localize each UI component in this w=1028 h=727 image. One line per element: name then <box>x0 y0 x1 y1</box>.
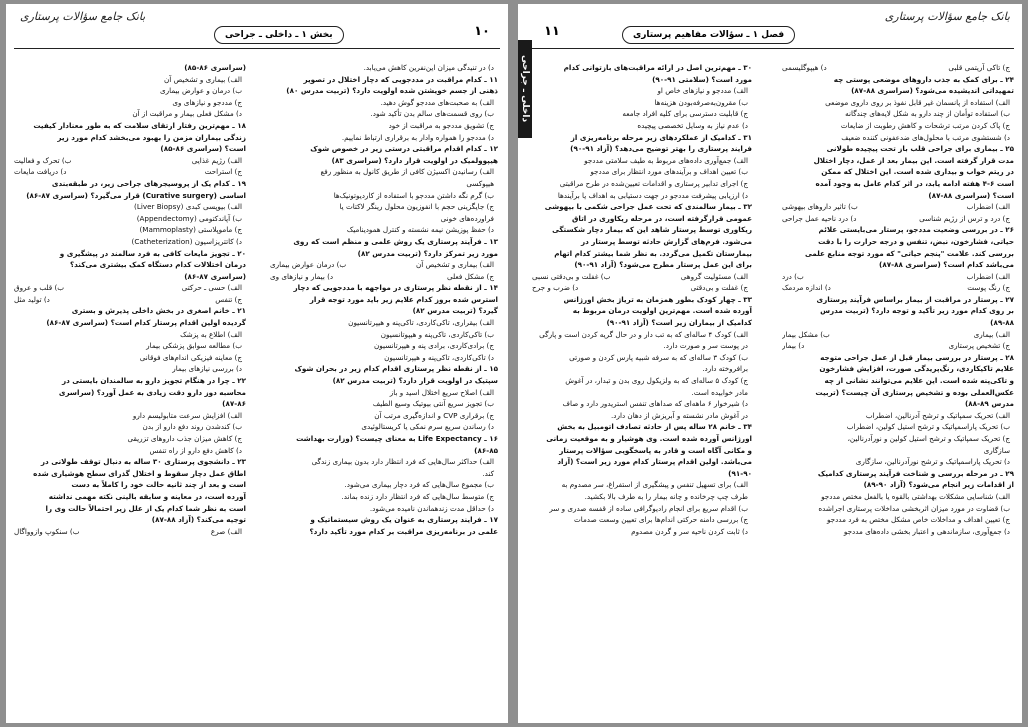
option-line: ب) آپاندکتومی (Appendectomy) <box>136 213 242 223</box>
option-line: ج) برادی‌کاردی، برادی پنه و هیپرتانسیون <box>373 341 494 351</box>
question-line: ۱۷ ـ فرایند پرستاری به عنوان یک روش سیستماتیک و <box>310 515 498 525</box>
option-row <box>782 282 1014 294</box>
option-line: د) ثابت کردن ناحیه سر و گردن مصدوم <box>631 526 748 536</box>
option-line: ب) مقرون‌به‌صرفه‌بودن هزینه‌ها <box>654 97 748 107</box>
option-line: الف) بیماری و تشخیص آن <box>164 74 242 84</box>
option-line: د) شیرخوار ۶ ماهه‌ای که صداهای تنفس استریدور دارد و صاف <box>562 399 748 409</box>
question-line: ۲۰ ـ تجویز مایعات کافی به فرد سالمند در پیشگیری و <box>59 248 246 258</box>
source-line: (سراسری ۸۷-۸۶) <box>184 271 246 281</box>
question-line: مورد زیر تمرکز دارد؟ (تربیت مدرس ۸۲) <box>357 248 498 258</box>
question-line: علایم تاکیکاردی، رنگ‌پریدگی صورت، افزایش فشارخون <box>819 364 1014 374</box>
question-line: آورده شده است. مهم‌ترین اولویت درمان مربوط به <box>572 306 752 316</box>
question-line: فرایند پرستاری را بهتر توضیح می‌دهد؟ (آزاد ۹۱-۹۰) <box>570 144 752 154</box>
left-page <box>6 4 508 723</box>
option-line: د) کاهش دفع دارو از راه تنفس <box>149 445 242 455</box>
option-text: ب) تاثیر داروهای بیهوشی <box>782 202 858 212</box>
option-line: الف) حداکثر سال‌هایی که فرد انتظار دارد بدون بیماری زندگی <box>311 457 494 467</box>
question-line: برای این عمل پرستار مطرح می‌شود؟ (آزاد ۹۱-۹۰) <box>574 260 752 270</box>
question-line: ۱۹ ـ کدام یک از پروسیجرهای جراحی زیر، در طبقه‌بندی <box>51 178 246 188</box>
question-line: ۳۲ ـ بیمار سالمندی که تحت عمل جراحی شکمی با بیهوشی <box>544 202 752 212</box>
question-line: ۳۰ ـ مهم‌ترین اصل در ارائه مراقبت‌های بازتوانی کدام <box>563 63 752 72</box>
question-line: ۲۶ ـ در بررسی وضعیت مددجو، پرستار می‌بایستی علائم <box>818 225 1014 235</box>
option-line: ب) تحریک پاراسمپاتیک و ترشح استیل کولین، اضطراب <box>846 422 1010 432</box>
question-line: ۱۵ ـ از نقطه نظر پرستاری اقدام کدام زیر در بحران شوک <box>294 364 498 374</box>
option-line: در پوست سر و صورت دارد. <box>663 341 748 351</box>
chapter-title: فصل ۱ ـ سؤالات مفاهیم پرستاری <box>622 26 795 44</box>
header-brand: بانک جامع سؤالات پرستاری <box>20 10 146 23</box>
option-line: د) در تنیدگی میزان این‌نفرین کاهش می‌یابد. <box>363 63 494 72</box>
option-line: ب) کندشدن روند دفع دارو از بدن <box>142 422 242 432</box>
option-line: د) حفظ پوزیشن نیمه نشسته و کنترل همودینامیک <box>346 225 494 235</box>
question-line: ۱۳ ـ فرآیند پرستاری یک روش علمی و منظم است که روی <box>293 236 498 246</box>
option-line: د) ارزیابی پیشرفت مددجو در جهت دستیابی به اهداف یا برآیندها <box>557 190 748 200</box>
option-line: الف) اطلاع به پزشک <box>180 329 242 339</box>
question-line: توجیه می‌کند؟ (آزاد ۸۸-۸۷) <box>151 515 246 525</box>
text-column-right <box>782 62 1014 717</box>
option-line: کند. <box>482 468 494 478</box>
question-line: می‌باشد. اولین اقدام پرستار کدام مورد زیر است؟ (آزاد <box>557 457 752 467</box>
option-row <box>782 201 1014 213</box>
option-row <box>14 294 246 306</box>
question-line: ۳۳ ـ چهار کودک بطور همزمان به تریاژ بخش اورژانس <box>563 294 752 304</box>
question-line: ۳۴ ـ خانم ۲۸ ساله پس از حادثه تصادف اتومبیل به بخش <box>557 422 752 432</box>
option-row <box>14 155 246 167</box>
question-line: ۲۱ ـ خانم اصغری در بخش داخلی پذیرش و بستری <box>71 306 246 316</box>
question-line: است به نظر شما کدام یک از علل زیر احتمالاً حالت وی را <box>45 503 246 513</box>
option-line: ج) تعیین اهداف و مداخلات خاص مشکل مختص به فرد مددجو <box>826 515 1010 525</box>
option-text: ج) تاکی آریتمی قلبی <box>948 63 1010 72</box>
source-line: ۸۷-۸۶) <box>222 399 246 409</box>
option-line: د) بررسی نیازهای بیمار <box>172 364 242 374</box>
question-line: اطاق عمل دچار سقوط و اختلال گذرای سطح هوشیاری شده <box>33 468 246 478</box>
option-text: الف) بیماری و تشخیص آن <box>416 260 494 270</box>
question-line: ۱۴ ـ از نقطه نظر پرستاری در مواجهه با مددجویی که دچار <box>293 283 498 293</box>
question-line: ۸۶-۸۵) <box>474 445 498 455</box>
source-line: (سراسری ۸۶-۸۵) <box>184 63 246 72</box>
side-tab: داخلی ـ جراحی <box>518 40 532 138</box>
question-line: کدامیک از بیماران زیر است؟ (آزاد ۹۱-۹۰) <box>606 318 752 328</box>
option-line: ج) ماموپلاستی (Mammoplasty) <box>139 225 242 235</box>
option-text: الف) حسی ـ حرکتی <box>181 283 242 293</box>
option-text: د) بیمار <box>782 341 805 351</box>
option-line: د) جمع‌آوری، سازماندهی و اعتبار بخشی داده‌های مددجو <box>843 526 1010 536</box>
option-line: هیپوکسی <box>466 178 494 188</box>
option-line: ب) استفاده توأمان از چند دارو به شکل لایه‌های چندگانه <box>845 109 1010 119</box>
option-line: ب) تجویز سریع آنتی بیوتیک وسیع الطیف <box>372 399 494 409</box>
option-row <box>14 166 246 178</box>
text-column-left <box>532 62 752 717</box>
option-text: الف) اضطراب <box>966 202 1010 212</box>
question-line: سپتیک در اولویت قرار دارد؟ (تربیت مدرس ۸۲) <box>332 376 498 386</box>
question-line: گیرد؟ (تربیت مدرس ۸۲) <box>412 306 498 316</box>
option-line: ب) گرم نگه داشتن مددجو با استفاده از کاردیوتونیک‌ها <box>333 190 494 200</box>
option-line: ج) کاهش میزان جذب داروهای تزریقی <box>127 434 242 443</box>
option-line: ج) بررسی دامنه حرکتی اندام‌ها برای تعیین وسعت صدمات <box>574 515 748 525</box>
option-text: د) هیپوگلیسمی <box>782 63 827 72</box>
option-line: ج) قابلیت دسترسی برای کلیه افراد جامعه <box>622 109 748 119</box>
option-line: برافروخته دارد. <box>702 364 748 374</box>
option-line: ج) تشویق مددجو به مراقبت از خود <box>388 120 494 130</box>
option-row <box>782 62 1014 74</box>
question-line: ۱۱ ـ کدام مراقبت در مددجویی که دچار اختلال در تصویر <box>303 74 498 84</box>
option-text: د) دریافت مایعات <box>14 167 67 177</box>
question-line: بیمارستان تکمیل می‌گردد. به نظر شما بیشتر کدام اتهام <box>554 248 752 258</box>
option-line: الف) اصلاح سریع اختلال اسید و باز <box>389 387 494 397</box>
option-row <box>532 282 752 294</box>
question-line: ۲۷ ـ پرستار در مراقبت از بیمار براساس فرآیند پرستاری <box>816 294 1014 304</box>
option-text: الف) صرع <box>210 526 242 536</box>
question-line: ۱۸ ـ مهم‌ترین رفتار ارتقای سلامت که به طور معنادار کیفیت <box>33 120 246 130</box>
option-line: در آغوش مادر نشسته و آبریزش از دهان دارد. <box>610 410 748 420</box>
option-line: الف) بیوپسی کبدی (Liver Biopsy) <box>134 202 242 212</box>
question-line: ۱۲ ـ کدام اقدام مراقبتی درستی زیر در خصوص شوک <box>310 144 498 154</box>
option-row <box>270 259 498 271</box>
option-text: ج) غفلت و بی‌دقتی <box>690 283 748 293</box>
question-line: است؟ (سراسری ۸۶-۸۵) <box>160 144 246 154</box>
question-line: بر روی کدام مورد زیر تأکید و توجه دارد؟ (تربیت مدرس <box>820 306 1014 316</box>
question-line: ۲۸ ـ پرستار در بررسی بیمار قبل از عمل جراحی متوجه <box>820 352 1014 362</box>
question-line: آورده است، در معاینه و سابقه بالینی نکته مهمی نداشته <box>48 491 246 501</box>
page-number: ۱۱ <box>544 24 560 39</box>
option-text: ب) تحرک و فعالیت <box>14 155 72 165</box>
option-line: ب) مطالعه سوابق پزشکی بیمار <box>146 341 242 351</box>
option-line: د) تحریک پاراسمپاتیک و ترشح نورآدرنالین، سازگاری <box>855 457 1010 467</box>
question-line: است ۶-۴ هفته ادامه یابد، در اثر کدام عامل به وجود آمده <box>815 178 1014 188</box>
text-column-left <box>14 62 246 717</box>
source-line: ۹۱-۹۰) <box>728 468 752 478</box>
question-line: و تاکی‌پنه شده است. این علایم می‌توانند نشانی از چه <box>824 376 1014 386</box>
option-line: ب) روی قسمت‌های سالم بدن تأکید شود. <box>370 109 494 119</box>
option-row <box>782 213 1014 225</box>
option-line: د) رساندن سریع سرم نمکی یا کریستالوئیدی <box>361 422 494 432</box>
header-brand: بانک جامع سؤالات پرستاری <box>884 10 1010 23</box>
option-text: الف) اضطراب <box>966 271 1010 281</box>
page-header <box>526 8 1014 56</box>
question-line: بررسی کند. علامت "پنجم حیاتی" که مورد توجه منابع علمی <box>804 248 1014 258</box>
option-line: ب) قضاوت در مورد میزان اثربخشی مداخلات پرستاری اجراشده <box>818 503 1010 513</box>
question-line: و مکانی آگاه است و قادر به پاسخگویی سؤالات پرستار <box>559 445 752 455</box>
option-line: د) حداقل مدت زندهماندن نامیده می‌شود. <box>369 503 494 513</box>
option-row <box>270 271 498 283</box>
option-line: طرف چپ چرخانده و چانه بیمار را به طرف بالا بکشید. <box>584 491 748 501</box>
question-line: ذهنی از جسم خویشتن شده اولویت دارد؟ (تربیت مدرس ۸۰) <box>286 86 498 96</box>
option-line: ج) تحریک سمپاتیک و ترشح استیل کولین و نورآدرنالین، <box>847 434 1010 443</box>
chapter-title: بخش ۱ ـ داخلی ـ جراحی <box>214 26 344 44</box>
option-line: الف) برای تسهیل تنفس و پیشگیری از استفراغ، سر مصدوم به <box>561 480 748 490</box>
option-text: ب) درد <box>782 271 804 281</box>
option-row <box>782 329 1014 341</box>
question-line: ۳۱ ـ کدامیک از عملکردهای زیر مرحله برنامه‌ریزی از <box>570 132 752 142</box>
option-text: د) ضرب و جرح <box>532 283 579 293</box>
question-line: اساسی (Curative surgery) قرار می‌گیرد؟ (سراسری ۸۷-۸۶) <box>26 190 246 200</box>
question-line: عکس‌العملی بوده و تشخیص پرستاری آن چیست؟ (تربیت <box>815 387 1014 397</box>
question-line: ۲۵ ـ بیماری برای جراحی قلب باز تحت پیچیده طولانی <box>826 144 1014 154</box>
option-text: ب) قلب و عروق <box>14 283 65 293</box>
option-text: ج) تشخیص پرستاری <box>948 341 1010 351</box>
option-text: ب) غفلت و بی‌دقتی نسبی <box>532 271 611 281</box>
option-line: الف) شناسایی مشکلات بهداشتی بالقوه یا بالفعل مختص مددجو <box>821 491 1010 501</box>
option-text: د) اندازه مردمک <box>782 283 831 293</box>
header-divider <box>14 48 500 49</box>
option-line: ب) مجموع سال‌هایی که فرد دچار بیماری می‌شود. <box>344 480 494 490</box>
option-row <box>782 271 1014 283</box>
option-text: د) درد ناحیه عمل جراحی <box>782 213 857 223</box>
option-line: ج) مددجو و نیازهای وی <box>172 97 242 107</box>
question-line: ۲۹ ـ در مرحله بررسی و شناخت فرآیند پرستاری کدامیک <box>817 468 1014 478</box>
option-line: د) تاکی‌کاردی، تاکی‌پنه و هیپرتانسیون <box>384 352 494 362</box>
question-line: است و بعد از چند ثانیه حالت خود را کاملاً به دست <box>71 480 246 490</box>
option-line: الف) استفاده از پانسمان غیر قابل نفوذ بر روی داروی موضعی <box>825 97 1010 107</box>
option-row <box>14 526 246 538</box>
option-line: ب) تاکی‌کاردی، تاکی‌پنه و هیپوتانسیون <box>380 329 494 339</box>
option-line: ب) درمان و عوارض بیماری <box>160 86 242 96</box>
question-line: حیاتی، فشارخون، نبض، تنفس و درجه حرارت را با دقت <box>818 236 1014 246</box>
option-line: ج) جایگزینی حجم با انفوزیون محلول رینگر لاکتات یا <box>339 202 494 212</box>
option-line: د) شستشوی مرتب با محلول‌های ضدعفونی کننده ضعیف <box>841 132 1010 142</box>
question-line: گردیده اولین اقدام پرستار کدام است؟ (سراسری ۸۷-۸۶) <box>46 318 246 328</box>
option-text: ج) درد و ترس از رژیم شناسی <box>919 213 1010 223</box>
question-line: در ریتم خواب و بیداری شده است. این اختلال که ممکن <box>821 167 1014 177</box>
option-line: د) کاتتریزاسیون (Catheterization) <box>131 236 242 246</box>
question-line: ۲۳ ـ دانشجوی پرستاری ۳۰ ساله به دنبال توقف طولانی در <box>40 457 246 467</box>
option-line: ب) کودک ۳ ساله‌ای که به سرفه شبیه پارس کردن و صورتی <box>569 352 748 362</box>
option-line: ب) اقدام سریع برای انجام رادیوگرافی ساده از قفسه صدری و سر <box>549 503 748 513</box>
option-row <box>14 282 246 294</box>
option-text: ب) سنکوپ وازوواگال <box>14 526 80 536</box>
option-line: الف) به صحبت‌های مددجو گوش دهید. <box>380 97 494 107</box>
question-line: مورد است؟ (سلامتی ۹۱-۹۰) <box>652 74 752 84</box>
option-text: د) بیمار و نیازهای وی <box>270 271 334 281</box>
option-line: سازگاری <box>983 445 1010 455</box>
page-number: ۱۰ <box>474 24 490 39</box>
option-text: ب) درمان عوارض بیماری <box>270 260 347 270</box>
option-text: ج) تنفس <box>215 294 242 304</box>
question-line: ریکاوری توسط پرستار شاهد این که بیمار دچار شکستگی <box>552 225 752 235</box>
question-line: از اقدامات زیر انجام می‌شود؟ (آزاد ۹۰-۸۹) <box>863 480 1014 490</box>
option-text: ج) استراحت <box>204 167 242 177</box>
page-header <box>14 8 500 56</box>
option-line: الف) جمع‌آوری داده‌های مربوط به طیف سلامتی مددجو <box>584 155 748 165</box>
source-line: ۸۹-۸۸) <box>990 318 1014 328</box>
question-line: ۲۲ ـ چرا در هنگام تجویز دارو به سالمندان بایستی در <box>61 376 246 386</box>
option-text: الف) رژیم غذایی <box>191 155 242 165</box>
question-line: اورژانس آورده شده است. وی هوشیار و به موقعیت زمانی <box>546 434 752 443</box>
question-line: علمی در برنامه‌ریزی مراقبت بر کدام مورد تأکید دارد؟ <box>309 526 498 536</box>
option-line: ج) معاینه فیزیکی اندام‌های فوقانی <box>139 352 242 362</box>
source-line: مدرس ۸۹-۸۸) <box>964 399 1014 409</box>
question-line: ۲۴ ـ برای کمک به جذب داروهای موضعی پوستی چه <box>833 74 1014 84</box>
option-text: ج) رنگ پوست <box>967 283 1010 293</box>
question-line: می‌باشد کدام است؟ (سراسری ۸۸-۸۷) <box>879 260 1014 270</box>
option-line: ج) اجرای تدابیر پرستاری و اقدامات تعیین‌شده در طرح مراقبتی <box>559 178 748 188</box>
option-line: ج) کودک ۵ ساله‌ای که به ولزیکول روی بدن و تبدار، در آغوش <box>565 376 748 386</box>
question-line: درمان اختلالات کدام دستگاه کمک بیشتری می‌کند؟ <box>69 260 246 270</box>
option-line: مادر خوابیده است. <box>691 387 748 397</box>
option-text: د) تولید مثل <box>14 294 50 304</box>
option-text: ج) مشکل فعلی <box>447 271 494 281</box>
question-line: عمومی قرارگرفته است، در مرحله ریکاوری در اتاق <box>571 213 752 223</box>
option-row <box>782 340 1014 352</box>
option-text: الف) بیماری <box>973 329 1010 339</box>
question-line: تمهیداتی اندیشیده می‌شود؟ (سراسری ۸۸-۸۷) <box>851 86 1014 96</box>
option-line: الف) رسانیدن اکسیژن کافی از طریق کانول به منظور رفع <box>320 167 494 177</box>
option-line: ج) برقراری CVP و اندازه‌گیری مرتب آن <box>374 410 494 420</box>
text-column-right <box>270 62 498 717</box>
right-page <box>518 4 1022 723</box>
question-line: استرس شده بروز کدام علایم زیر باید مورد توجه قرار <box>309 294 498 304</box>
option-line: د) عدم نیاز به وسایل تخصصی پیچیده <box>637 120 748 130</box>
question-line: محاسبه دوز دارو دقت زیادی به عمل آورد؟ (سراسری <box>58 387 246 397</box>
option-line: فراورده‌های خونی <box>440 213 494 223</box>
option-line: الف) مددجو و نیازهای خاص او <box>657 86 748 96</box>
question-line: می‌شود. فرم‌های گزارش حادثه توسط پرستار در <box>580 236 752 246</box>
question-line: مدت قرار گرفته است. این بیمار بعد از عمل، دچار اختلال <box>813 155 1014 165</box>
header-divider <box>526 48 1014 49</box>
option-line: الف) تحریک سمپاتیک و ترشح آدرنالین، اضطراب <box>865 410 1010 420</box>
option-text: ب) مشکل بیمار <box>782 329 830 339</box>
option-line: د) مددجو را همواره وادار به برقراری ارتباط نماییم. <box>341 132 494 142</box>
option-text: الف) مسئولیت گروهی <box>680 271 748 281</box>
option-row <box>532 271 752 283</box>
option-line: د) مشکل فعلی بیمار و مراقبت از آن <box>132 109 242 119</box>
question-line: است؟ (سراسری ۸۸-۸۷) <box>928 190 1014 200</box>
option-line: الف) بیقراری، تاکی‌کاردی، تاکی‌پنه و هیپرتانسیون <box>348 318 494 328</box>
question-line: هیپوولمیک در اولویت قرار دارد؟ (سراسری ۸۳) <box>331 155 498 165</box>
option-line: الف) کودک ۴ ساله‌ای که به تب دار و در حال گریه کردن است و پارگی <box>539 329 748 339</box>
option-line: ج) پاک کردن مرتب ترشحات و کاهش رطوبت از ضایعات <box>840 120 1010 130</box>
question-line: ۱۶ ـ Life Expectancy به معنای چیست؟ (وزارت بهداشت <box>296 434 498 443</box>
option-line: ج) متوسط سال‌هایی که فرد انتظار دارد زنده بماند. <box>341 491 494 501</box>
option-line: ب) تعیین اهداف و برآیندهای مورد انتظار برای مددجو <box>590 167 748 177</box>
question-line: زندگی بیماران مزمن را بهبود می‌بخشد کدام مورد زیر <box>57 132 246 142</box>
option-line: الف) افزایش سرعت متابولیسم دارو <box>132 410 242 420</box>
